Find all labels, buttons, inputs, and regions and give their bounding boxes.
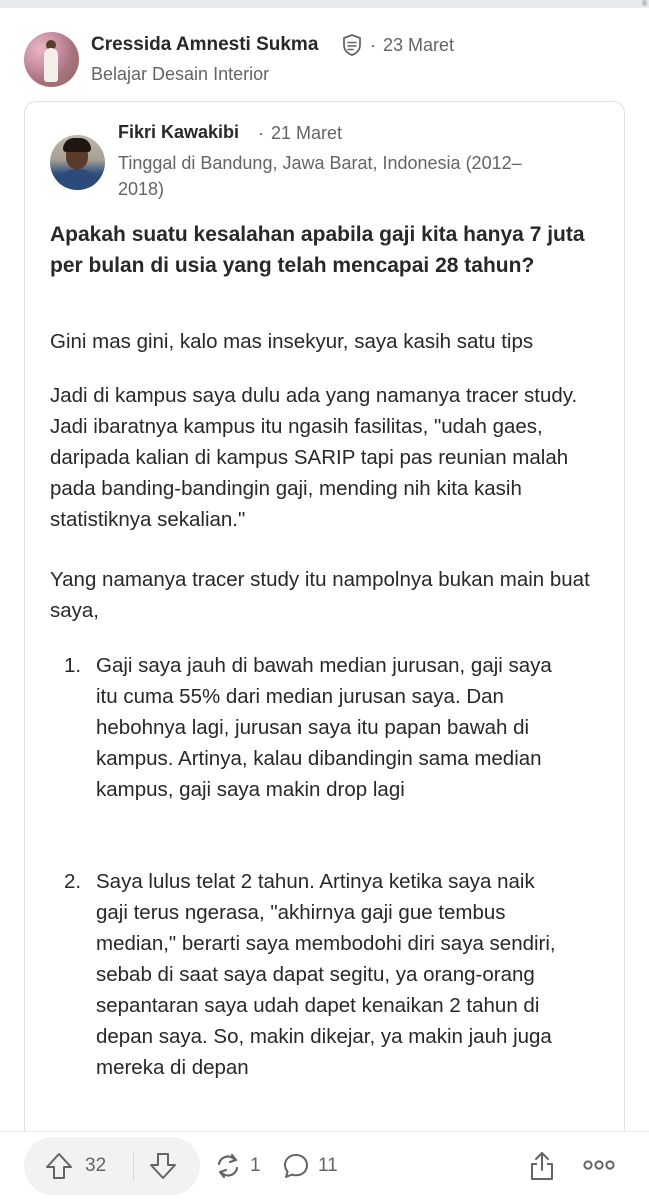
- avatar[interactable]: [50, 135, 105, 190]
- answer-paragraph: Yang namanya tracer study itu nampolnya bukan main buat saya,: [50, 568, 590, 622]
- list-text: Gaji saya jauh di bawah median jurusan, gaji saya itu cuma 55% dari median jurusan saya. Dan hebohnya lagi, jurusan saya itu papan bawah di kampus. Artinya, kalau dibandingin sama median kampus, gaji saya makin drop lagi: [96, 654, 552, 801]
- list-number: 1.: [64, 654, 82, 677]
- list-item: [50, 866, 610, 1116]
- sharer-header: [24, 32, 624, 92]
- vote-pill: [24, 1137, 200, 1195]
- list-item: [50, 650, 610, 840]
- action-bar: [0, 1131, 649, 1200]
- comment-icon: [281, 1151, 311, 1181]
- answer-date[interactable]: 21 Maret: [271, 123, 343, 143]
- list-text: Saya lulus telat 2 tahun. Artinya ketika saya naik gaji terus ngerasa, "akhirnya gaji gue tembus median," berarti saya membodohi diri saya sendiri, sebab di saat saya dapat segitu, ya orang-orang sepantaran saya udah dapet kenaikan 2 tahun di depan saya. So, makin dikejar, ya makin jauh juga mereka di depan: [96, 870, 556, 1079]
- sharer-credential[interactable]: Belajar Desain Interior: [91, 64, 270, 84]
- upvote-count[interactable]: 32: [85, 1155, 107, 1176]
- upvote-icon[interactable]: [44, 1151, 74, 1181]
- comment-count: 11: [318, 1155, 338, 1176]
- top-strip: [0, 0, 649, 8]
- upload-icon[interactable]: [527, 1150, 557, 1182]
- list-number: 2.: [64, 870, 82, 893]
- separator-dot: ·: [370, 35, 376, 55]
- reshare-button[interactable]: [213, 1151, 273, 1181]
- question-title[interactable]: Apakah suatu kesalahan apabila gaji kita hanya 7 juta per bulan di usia yang telah mencapai 28 tahun?: [50, 223, 585, 277]
- scrollbar-thumb[interactable]: [642, 0, 647, 6]
- answer-author-credential[interactable]: Tinggal di Bandung, Jawa Barat, Indonesia (2012–2018): [118, 153, 522, 199]
- avatar[interactable]: [24, 32, 79, 87]
- downvote-icon[interactable]: [148, 1151, 178, 1181]
- sharer-name[interactable]: Cressida Amnesti Sukma: [91, 34, 319, 55]
- divider: [133, 1151, 134, 1181]
- reshare-icon: [213, 1151, 243, 1181]
- more-icon[interactable]: [583, 1158, 615, 1172]
- separator-dot: ·: [258, 123, 264, 143]
- quoted-answer-card[interactable]: [24, 101, 625, 1141]
- reshare-count: 1: [250, 1155, 261, 1176]
- answer-author-name[interactable]: Fikri Kawakibi: [118, 122, 240, 142]
- verified-badge-icon: [342, 34, 362, 56]
- share-date[interactable]: 23 Maret: [383, 35, 455, 55]
- answer-paragraph: Gini mas gini, kalo mas insekyur, saya kasih satu tips: [50, 330, 534, 353]
- answer-paragraph: Jadi di kampus saya dulu ada yang namanya tracer study. Jadi ibaratnya kampus itu ngasih fasilitas, "udah gaes, daripada kalian di kampus SARIP tapi pas reunian malah pada banding-bandingin gaji, mending nih kita kasih statistiknya sekalian.": [50, 384, 578, 531]
- comment-button[interactable]: [281, 1151, 351, 1181]
